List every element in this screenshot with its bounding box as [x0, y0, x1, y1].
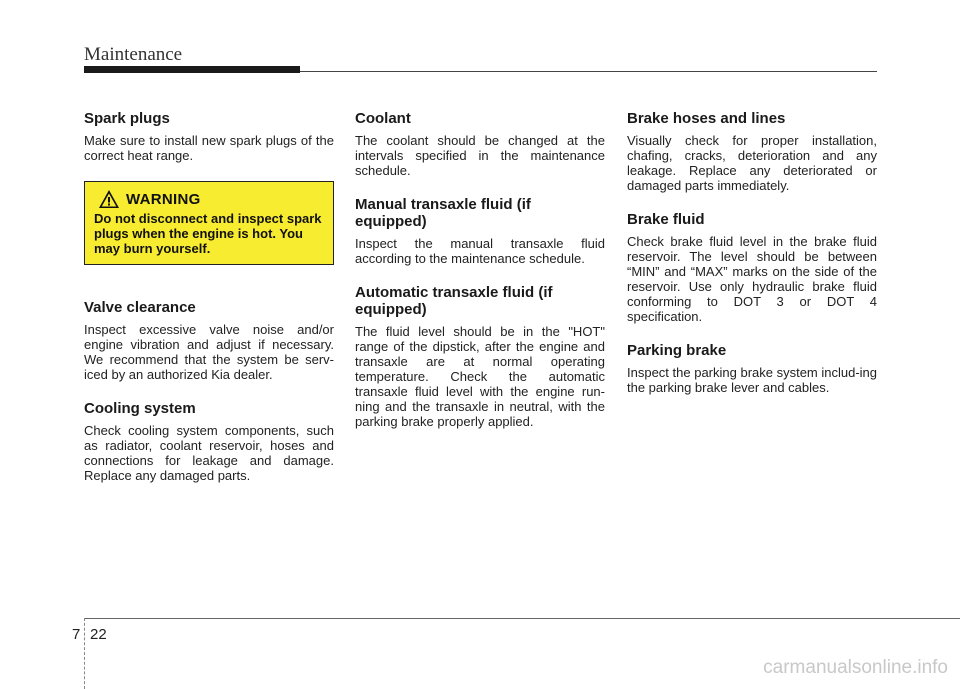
coolant-body: The coolant should be changed at the intervals specified in the maintenance schedule.	[355, 133, 605, 178]
warning-header	[98, 189, 325, 209]
parking-brake-title: Parking brake	[627, 342, 727, 359]
column-middle	[355, 110, 605, 447]
watermark: carmanualsonline.info	[763, 657, 948, 678]
spark-plugs-title: Spark plugs	[84, 110, 170, 127]
header-rule-thick	[84, 66, 300, 73]
cooling-system-title: Cooling system	[84, 400, 196, 417]
warning-box	[84, 181, 334, 265]
valve-clearance-title: Valve clearance	[84, 299, 196, 316]
footer-divider	[84, 618, 86, 689]
header-rule-thin	[300, 71, 877, 72]
valve-clearance-body: Inspect excessive valve noise and/or engine vibration and adjust if necessary. We recommend that the system be serv-iced by an authorized Kia dealer.	[84, 322, 334, 382]
cooling-system-body: Check cooling system components, such as radiator, coolant reservoir, hoses and connections for leakage and damage. Replace any damaged parts.	[84, 423, 334, 483]
section-number: 7	[72, 626, 81, 643]
brake-hoses-title: Brake hoses and lines	[627, 110, 786, 127]
page-number: 22	[90, 626, 107, 643]
warning-body: Do not disconnect and inspect spark plugs when the engine is hot. You may burn yourself.	[94, 211, 322, 256]
column-left	[84, 110, 334, 501]
brake-fluid-body: Check brake fluid level in the brake fluid reservoir. The level should be between “MIN” and “MAX” marks on the side of the reservoir. Use only hydraulic brake fluid conforming to DOT 3 or DOT 4 specification.	[627, 234, 877, 324]
manual-transaxle-fluid-title: Manual transaxle fluid (if equipped)	[355, 196, 531, 230]
column-right	[627, 110, 877, 413]
warning-triangle-icon	[98, 189, 120, 209]
parking-brake-body: Inspect the parking brake system includ-ing the parking brake lever and cables.	[627, 365, 878, 395]
brake-fluid-title: Brake fluid	[627, 211, 705, 228]
spark-plugs-body: Make sure to install new spark plugs of the correct heat range.	[84, 133, 334, 163]
warning-title: WARNING	[126, 190, 201, 208]
automatic-transaxle-fluid-body: The fluid level should be in the "HOT" range of the dipstick, after the engine and transaxle are at normal operating temperature. Check the automatic transaxle fluid level with the engine run-ning and the transaxle in neutral, with the parking brake properly applied.	[355, 324, 605, 429]
page-header-title: Maintenance	[84, 44, 183, 65]
manual-transaxle-fluid-body: Inspect the manual transaxle fluid according to the maintenance schedule.	[355, 236, 605, 266]
coolant-title: Coolant	[355, 110, 411, 127]
automatic-transaxle-fluid-title: Automatic transaxle fluid (if equipped)	[355, 284, 553, 318]
footer-rule	[84, 618, 960, 619]
brake-hoses-body: Visually check for proper installation, chafing, cracks, deterioration and any leakage. Replace any deteriorated or damaged parts immediately.	[627, 133, 877, 193]
